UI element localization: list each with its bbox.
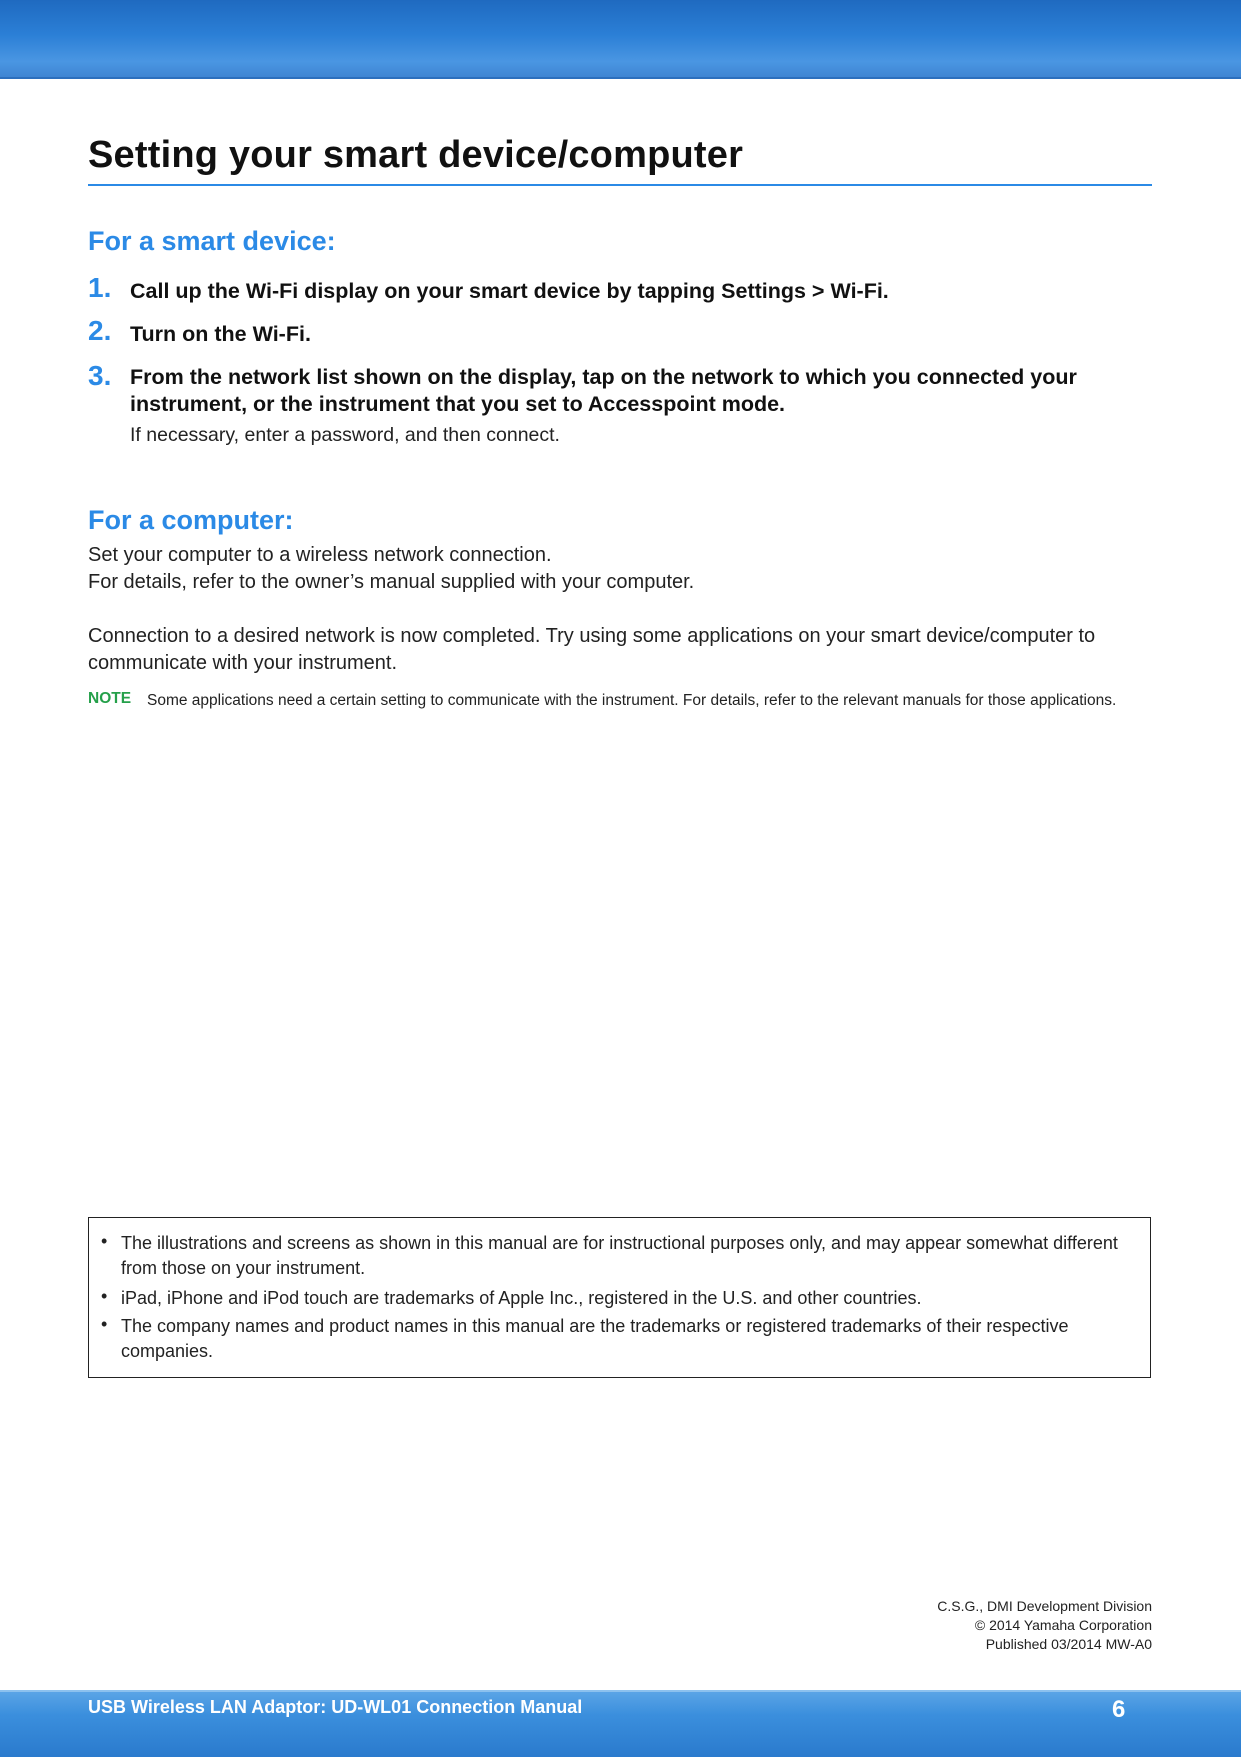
step-subtext: If necessary, enter a password, and then connect. [130,424,560,446]
notice-box [88,1217,1151,1378]
step-text: Call up the Wi-Fi display on your smart device by tapping Settings > Wi-Fi. [130,279,889,303]
bullet-icon: • [101,1286,108,1306]
completion-text: Connection to a desired network is now completed. Try using some applications on your smart device/computer to communicate with your instrument. [88,625,1096,674]
publication-credits [937,1597,1152,1654]
computer-heading: For a computer: [88,505,294,535]
footer-title: USB Wireless LAN Adaptor: UD-WL01 Connection Manual [88,1697,583,1717]
notice-item: iPad, iPhone and iPod touch are trademarks of Apple Inc., registered in the U.S. and other countries. [121,1288,922,1308]
page-title: Setting your smart device/computer [88,134,744,176]
notice-item: The illustrations and screens as shown in this manual are for instructional purposes only, and may appear somewhat different from those on your instrument. [121,1233,1118,1278]
credit-line: Published 03/2014 MW-A0 [985,1636,1152,1652]
step-number: 3. [88,360,112,391]
smart-device-heading: For a smart device: [88,226,336,256]
page-number: 6 [1112,1696,1126,1723]
note-text: Some applications need a certain setting to communicate with the instrument. For details, refer to the relevant manuals for those applications. [147,692,1117,709]
header-bar [0,0,1241,79]
note-label: NOTE [88,690,132,707]
bullet-icon: • [101,1314,108,1334]
step-text: Turn on the Wi-Fi. [130,322,311,346]
credit-line: © 2014 Yamaha Corporation [974,1617,1152,1633]
step-number: 1. [88,272,112,303]
credit-line: C.S.G., DMI Development Division [937,1598,1152,1614]
body-text: Set your computer to a wireless network connection. [88,544,552,566]
step-number: 2. [88,315,112,346]
body-text: For details, refer to the owner’s manual supplied with your computer. [88,571,695,593]
title-divider [88,184,1152,186]
step-text: From the network list shown on the display, tap on the network to which you connected your instrument, or the instrument that you set to Accesspoint mode. [130,365,1077,416]
notice-item: The company names and product names in this manual are the trademarks or registered trademarks of their respective companies. [121,1316,1069,1361]
bullet-icon: • [101,1231,108,1251]
